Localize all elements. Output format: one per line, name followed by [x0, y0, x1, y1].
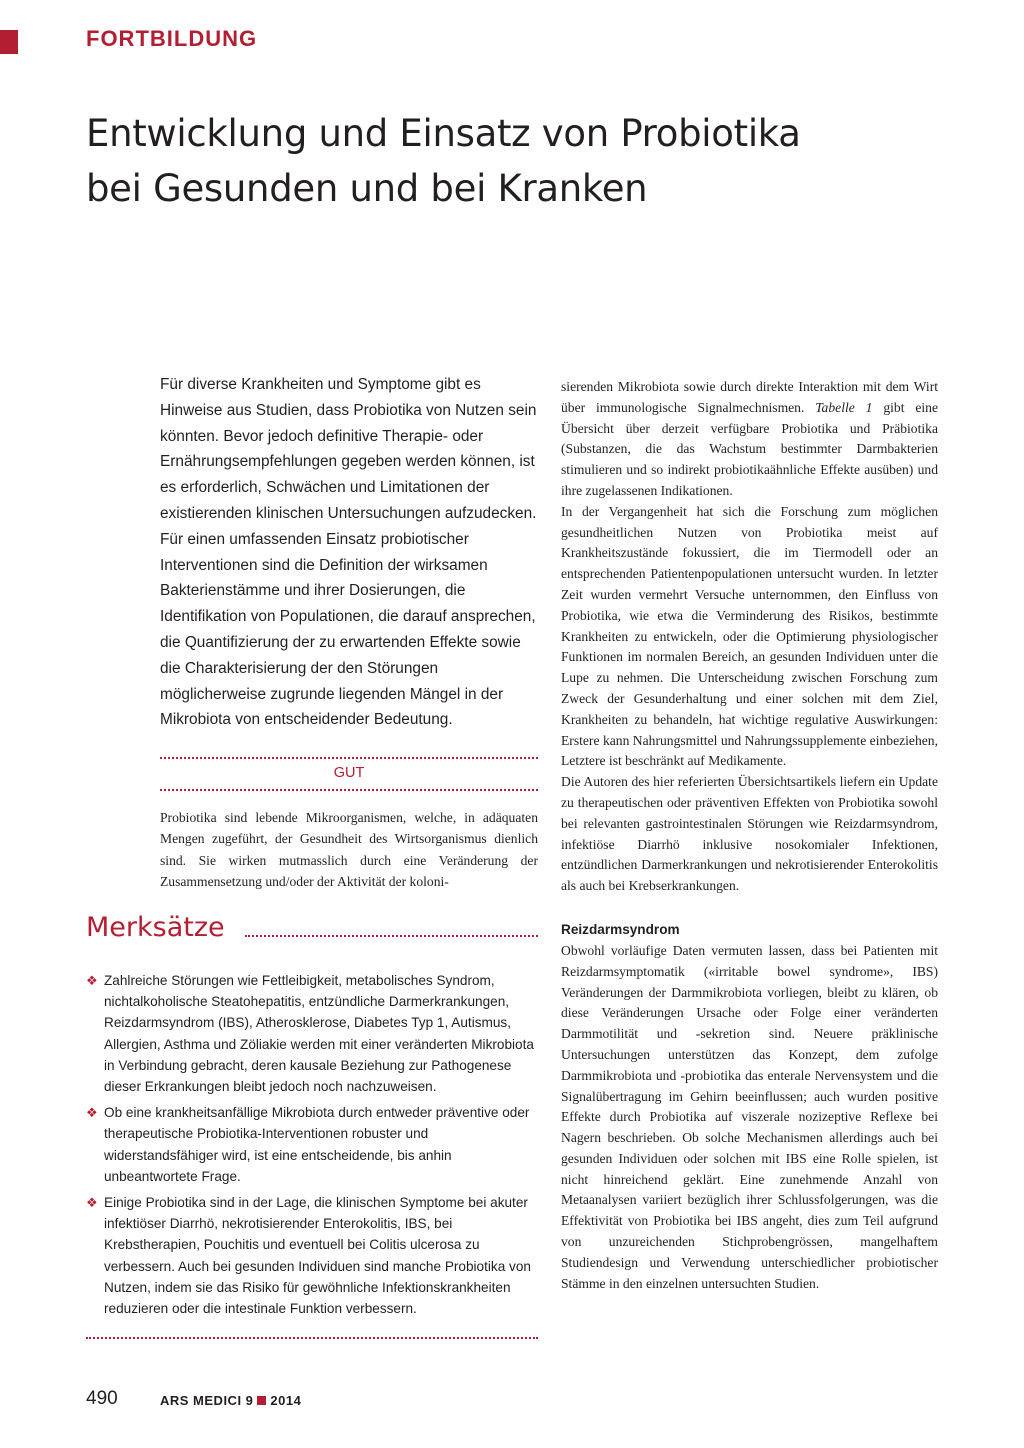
gut-divider-top — [160, 757, 538, 759]
title-line-2: bei Gesunden und bei Kranken — [86, 167, 648, 210]
subheading-reizdarmsyndrom: Reizdarmsyndrom — [561, 921, 680, 937]
gut-label: GUT — [333, 765, 365, 781]
list-item — [86, 1192, 538, 1319]
footer-square-icon — [257, 1396, 266, 1405]
diamond-bullet-icon: ❖ — [86, 1105, 98, 1121]
list-item — [86, 1102, 538, 1187]
list-item-text: Einige Probiotika sind in der Lage, die klinischen Symptome bei akuter infektiöser Diarrhö, nekrotisierender Enterokolitis, IBS, bei Krebstherapien, Pouchitis und eventuell bei Colitis ulcerosa zu verbessern. Auch bei gesunden Individuen sind manche Probiotika von Nutzen, indem sie das Risiko für gewöhnliche Infektionskrankheiten reduzieren oder die intestinale Funktion verbessern. — [104, 1195, 531, 1317]
merksaetze-heading: Merksätze — [86, 912, 225, 943]
journal-footer — [160, 1393, 301, 1408]
merksaetze-divider — [245, 935, 538, 937]
table-reference: Tabelle 1 — [815, 399, 873, 415]
list-item — [86, 970, 538, 1097]
diamond-bullet-icon: ❖ — [86, 973, 98, 988]
list-item-text: Ob eine krankheitsanfällige Mikrobiota durch entweder präventive oder therapeutische Probiotika-Interventionen robuster und widerstandsfähiger wird, ist eine entscheidende, bis anhin unbeantwortete Frage. — [104, 1105, 530, 1184]
article-title — [86, 106, 966, 216]
journal-name: ARS MEDICI 9 — [160, 1393, 254, 1408]
body-paragraph: In der Vergangenheit hat sich die Forschung zum möglichen gesundheitlichen Nutzen von Probiotika meist auf Krankheitszustände fokussiert, die im Tiermodell oder an entsprechenden Patientenpopulationen untersucht wurden. In letzter Zeit wurden vermehrt Versuche unternommen, den Einfluss von Probiotika, wie etwa die Verminderung des Risikos, bestimmte Krankheiten zu entwickeln, oder die Optimierung physiologischer Funktionen im normalen Bereich, an gesunden Individuen unter die Lupe zu nehmen. Die Unterscheidung zwischen Forschung zum Zweck der Gesunderhaltung und einer solchen mit dem Ziel, Krankheiten zu behandeln, hat wichtige regulative Auswirkungen: Erstere kann Nahrungsmittel und Nahrungssupplemente einbeziehen, Letztere ist beschränkt auf Medikamente. — [561, 503, 938, 769]
title-line-1: Entwicklung und Einsatz von Probiotika — [86, 112, 801, 155]
body-text-gut: Probiotika sind lebende Mikroorganismen, welche, in adäquaten Mengen zugeführt, der Gesundheit des Wirtsorganismus dienlich sind. Sie wirken mutmasslich durch eine Veränderung der Zusammensetzung und/oder der Aktivität der koloni- — [160, 810, 538, 889]
section-label: FORTBILDUNG — [86, 26, 258, 51]
body-paragraph — [561, 377, 938, 502]
body-paragraph: Die Autoren des hier referierten Übersichtsartikels liefern ein Update zu therapeutischen oder präventiven Effekten von Probiotika sowohl bei relevanten gastrointestinalen Störungen wie Reizdarmsyndrom, infektiöse Diarrhö inklusive nosokomialer Infektionen, entzündlichen Darmerkrankungen und nekrotisierender Enterokolitis als auch bei Krebserkrankungen. — [561, 774, 938, 894]
lead-paragraph: Für diverse Krankheiten und Symptome gibt es Hinweise aus Studien, dass Probiotika von Nutzen sein könnten. Bevor jedoch definitive Therapie- oder Ernährungsempfehlungen gegeben werden können, ist es erforderlich, Schwächen und Limitationen der existierenden klinischen Untersuchungen aufzudecken. Für einen umfassenden Einsatz probiotischer Interventionen sind die Definition der wirksamen Bakterienstämme und ihrer Dosierungen, die Identifikation von Populationen, die darauf ansprechen, die Quantifizierung der zu erwartenden Effekte sowie die Charakterisierung der den Störungen möglicherweise zugrunde liegenden Mängel in der Mikrobiota von entscheidender Bedeutung. — [160, 376, 537, 729]
page-number: 490 — [86, 1388, 118, 1409]
body-text: sierenden Mikrobiota sowie durch direkte Interaktion mit dem Wirt über immunologische Signalmechnismen. — [561, 379, 938, 415]
right-column — [561, 377, 938, 1294]
journal-year: 2014 — [270, 1393, 302, 1408]
body-paragraph: Obwohl vorläufige Daten vermuten lassen, dass bei Patienten mit Reizdarmsymptomatik («irritable bowel syndrome», IBS) Veränderungen der Darmmikrobiota vorliegen, bleibt zu klären, ob diese Veränderungen Ursache oder Folge einer veränderten Darmmotilität und -sekretion sind. Neuere präklinische Untersuchungen unterstützen das Konzept, dem zufolge Darmmikrobiota und -probiotika das enterale Nervensystem und die Signalübertragung im Gehirn beeinflussen; auch wurden positive Effekte durch Probiotika auf viszerale nozizeptive Reflexe bei Nagern beschrieben. Ob solche Mechanismen allerdings auch bei gesunden Individuen oder solchen mit IBS eine Rolle spielen, ist nicht hinreichend geklärt. Eine zunehmende Anzahl von Metaanalysen variiert bezüglich ihrer Schlussfolgerungen, was die Effektivität von Probiotika bei IBS angeht, dies zum Teil aufgrund von unzureichenden Stichprobengrössen, mangelhaftem Studiendesign und Verwendung unterschiedlicher probiotischer Stämme in den einzelnen untersuchten Studien. — [561, 942, 938, 1291]
diamond-bullet-icon: ❖ — [86, 1195, 98, 1211]
body-text: gibt eine Übersicht über derzeit verfügbare Probiotika und Präbiotika (Substanzen, die das Wachstum bestimmter Darmbakterien stimulieren und so indirekt probiotikaähnliche Effekte ausüben) und ihre zugelassenen Indikationen. — [561, 399, 938, 498]
merksaetze-bottom-divider — [86, 1337, 538, 1339]
section-marker — [0, 30, 18, 54]
gut-divider-bottom — [160, 789, 538, 791]
merksaetze-list — [86, 970, 538, 1324]
list-item-text: Zahlreiche Störungen wie Fettleibigkeit, metabolisches Syndrom, nichtalkoholische Steatohepatitis, entzündliche Darmerkrankungen, Reizdarmsyndrom (IBS), Atherosklerose, Diabetes Typ 1, Autismus, Allergien, Asthma und Zöliakie werden mit einer veränderten Mikrobiota in Verbindung gebracht, deren kausale Beziehung zur Pathogenese dieser Erkrankungen bleibt jedoch noch nachzuweisen. — [104, 973, 534, 1095]
